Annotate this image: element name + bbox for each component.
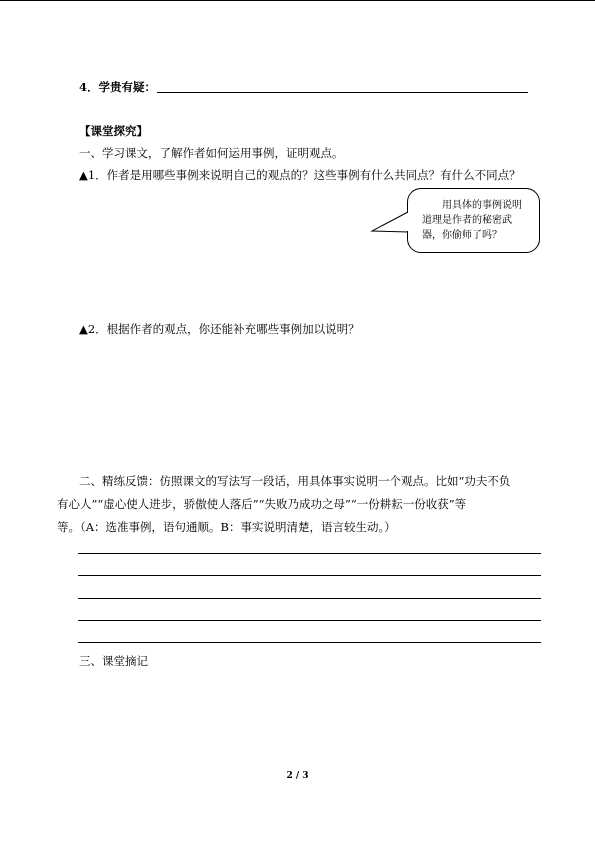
speech-bubble-line-3: 器，你偷师了吗？ xyxy=(422,230,502,241)
part1-question-1: ▲1．作者是用哪些事例来说明自己的观点的？这些事例有什么共同点？有什么不同点？ xyxy=(79,168,521,182)
writing-line-1[interactable] xyxy=(78,553,541,554)
speech-bubble-line-2: 道理是作者的秘密武 xyxy=(422,215,512,226)
part1-heading: 一、学习课文，了解作者如何运用事例，证明观点。 xyxy=(79,146,344,160)
question-4-label: 学贵有疑： xyxy=(98,80,157,94)
page-number: 2 / 3 xyxy=(286,771,309,781)
part2-line-3: 等。（A：选准事例，语句通顺。B：事实说明清楚，语言较生动。） xyxy=(57,520,396,534)
question-4 xyxy=(79,80,156,94)
part3-heading: 三、课堂摘记 xyxy=(79,654,148,668)
speech-bubble-line-1: 用具体的事例说明 xyxy=(442,200,522,211)
writing-line-2[interactable] xyxy=(78,575,541,576)
writing-line-3[interactable] xyxy=(78,598,541,599)
part1-question-2: ▲2．根据作者的观点，你还能补充哪些事例加以说明？ xyxy=(79,322,360,336)
question-4-number: 4． xyxy=(79,80,99,94)
part2-line-2: 有心人”“虚心使人进步，骄傲使人落后”“失败乃成功之母”“一份耕耘一份收获”等 xyxy=(57,497,467,511)
question-4-answer-line[interactable] xyxy=(157,92,528,93)
top-border-line xyxy=(0,0,595,1)
writing-line-5[interactable] xyxy=(78,642,541,643)
section-title: 【课堂探究】 xyxy=(79,124,148,138)
writing-line-4[interactable] xyxy=(78,620,541,621)
speech-bubble-text xyxy=(422,198,534,243)
part2-line-1: 二、精练反馈：仿照课文的写法写一段话，用具体事实说明一个观点。比如“功夫不负 xyxy=(79,474,511,488)
